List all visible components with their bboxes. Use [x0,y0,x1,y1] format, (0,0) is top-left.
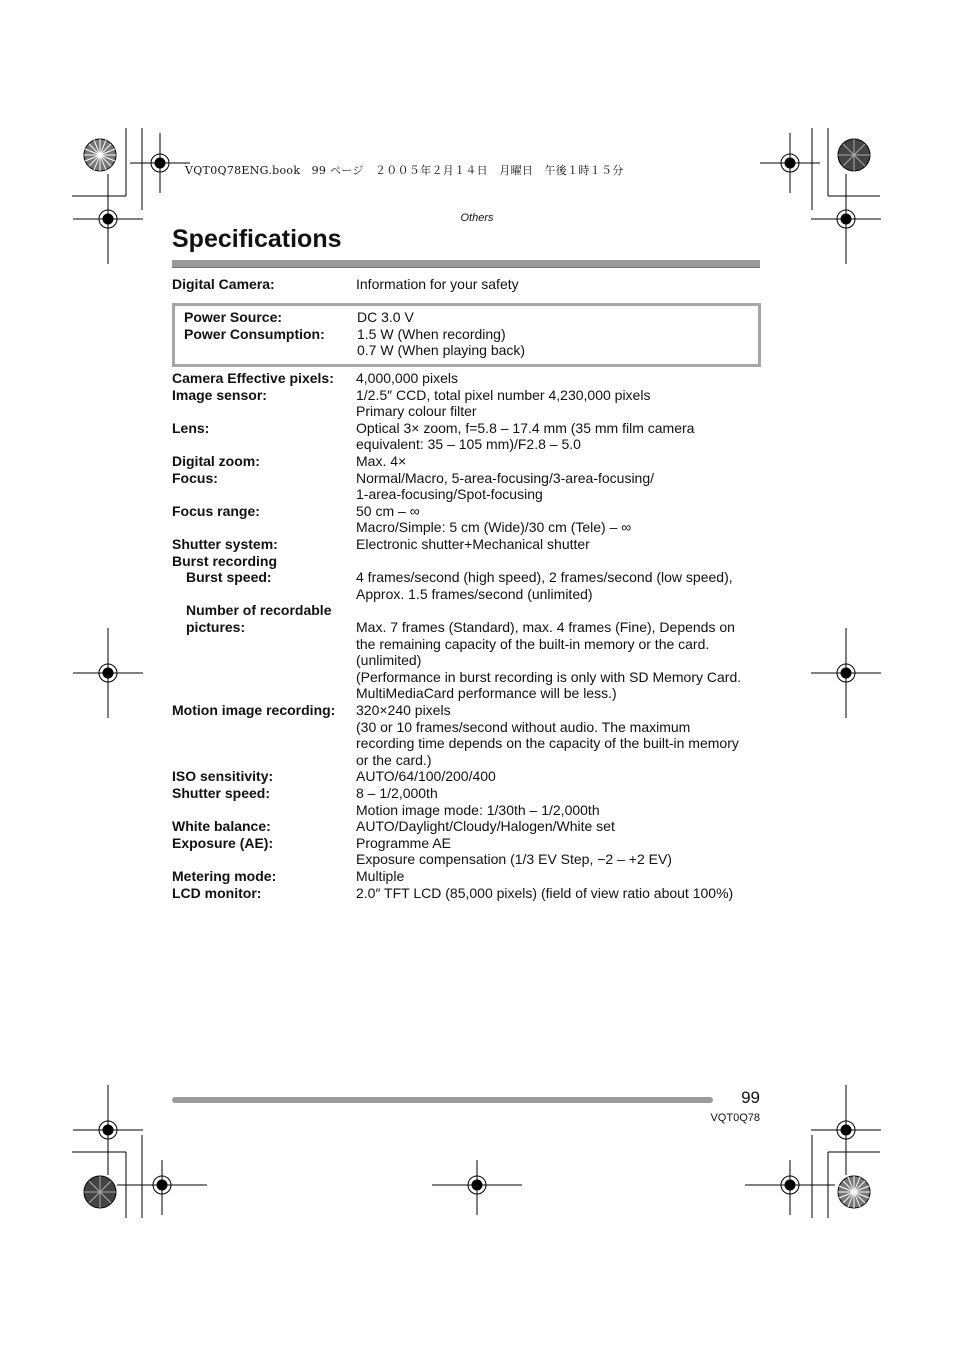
spec-label: Burst speed: [186,569,272,586]
spec-label: Shutter speed: [172,785,271,801]
spec-label: White balance: [172,818,271,835]
spec-label: Exposure (AE): [172,834,274,851]
spec-label: pictures: [186,619,246,635]
register-mark-icon [432,1145,522,1225]
spec-value: Motion image mode: 1/30th – 1/2,000th [356,801,600,818]
spec-label: Lens: [172,419,210,436]
section-label: Others [460,212,494,224]
power-consumption-value: 1.5 W (When recording) [357,326,506,342]
spec-value: 320×240 pixels [356,702,451,718]
spec-value: 4 frames/second (high speed), 2 frames/second (low speed), [356,569,733,586]
spec-label: Digital zoom: [172,453,260,469]
star-wheel-icon [83,138,117,172]
spec-label: Motion image recording: [172,702,336,718]
spec-label: Focus range: [172,502,260,519]
spec-label: Image sensor: [172,386,267,403]
register-mark-icon [745,1145,835,1225]
spec-value: AUTO/Daylight/Cloudy/Halogen/White set [356,818,615,835]
spec-value: Macro/Simple: 5 cm (Wide)/30 cm (Tele) – ∞ [356,519,632,536]
star-wheel-icon [837,138,871,172]
spec-value: Max. 7 frames (Standard), max. 4 frames (Fine), Depends on [356,619,735,635]
spec-value: recording time depends on the capacity of the built-in memory [356,735,739,752]
title-rule [172,260,760,268]
spec-value: Exposure compensation (1/3 EV Step, −2 – +2 EV) [356,851,672,868]
spec-label: Camera Effective pixels: [172,370,334,386]
register-mark-icon [73,628,143,718]
spec-value: Optical 3× zoom, f=5.8 – 17.4 mm (35 mm film camera [356,419,695,436]
spec-value: Multiple [356,868,405,884]
print-header: VQT0Q78ENG.book 99 ページ ２００５年２月１４日 月曜日 午後１時１５分 [185,164,624,177]
spec-value: (unlimited) [356,652,422,669]
spec-value: 4,000,000 pixels [356,370,458,386]
spec-value: MultiMediaCard performance will be less.) [356,685,617,702]
spec-label: Burst recording [172,552,278,569]
spec-value: equivalent: 35 – 105 mm)/F2.8 – 5.0 [356,436,581,453]
spec-label: Digital Camera: [172,276,275,292]
spec-value: AUTO/64/100/200/400 [356,768,496,785]
spec-value: 1-area-focusing/Spot-focusing [356,486,543,503]
spec-label: Metering mode: [172,868,277,884]
register-mark-icon [117,1145,207,1225]
spec-value: Normal/Macro, 5-area-focusing/3-area-focusing/ [356,469,655,486]
footer-rule [172,1097,713,1103]
star-wheel-icon [83,1175,117,1209]
spec-value: Approx. 1.5 frames/second (unlimited) [356,585,593,602]
page-number: 99 [741,1088,760,1107]
spec-value: the remaining capacity of the built-in memory or the card. [356,635,710,652]
power-source-value: DC 3.0 V [357,309,414,325]
page-title: Specifications [172,225,342,253]
spec-value: 1/2.5″ CCD, total pixel number 4,230,000 pixels [356,386,651,403]
spec-value: Primary colour filter [356,403,477,420]
power-consumption-value: 0.7 W (When playing back) [357,342,526,358]
spec-value: 2.0″ TFT LCD (85,000 pixels) (field of view ratio about 100%) [356,884,734,901]
spec-value: 8 – 1/2,000th [356,785,438,801]
power-source-label: Power Source: [184,309,283,325]
spec-value: (Performance in burst recording is only with SD Memory Card. [356,668,742,685]
spec-label: Number of recordable [186,602,332,619]
power-consumption-label: Power Consumption: [184,326,325,342]
spec-value: Max. 4× [356,453,407,469]
spec-value: 50 cm – ∞ [356,502,420,519]
spec-value: Information for your safety [356,276,519,292]
spec-label: Focus: [172,469,218,486]
spec-value: Programme AE [356,834,451,851]
spec-label: Shutter system: [172,536,278,552]
spec-value: or the card.) [356,751,432,768]
spec-label: ISO sensitivity: [172,768,274,785]
model-code: VQT0Q78 [710,1112,760,1124]
star-wheel-icon [837,1175,871,1209]
spec-value: Electronic shutter+Mechanical shutter [356,536,590,552]
spec-value: (30 or 10 frames/second without audio. The maximum [356,718,691,735]
spec-label: LCD monitor: [172,884,262,901]
register-mark-icon [811,628,881,718]
